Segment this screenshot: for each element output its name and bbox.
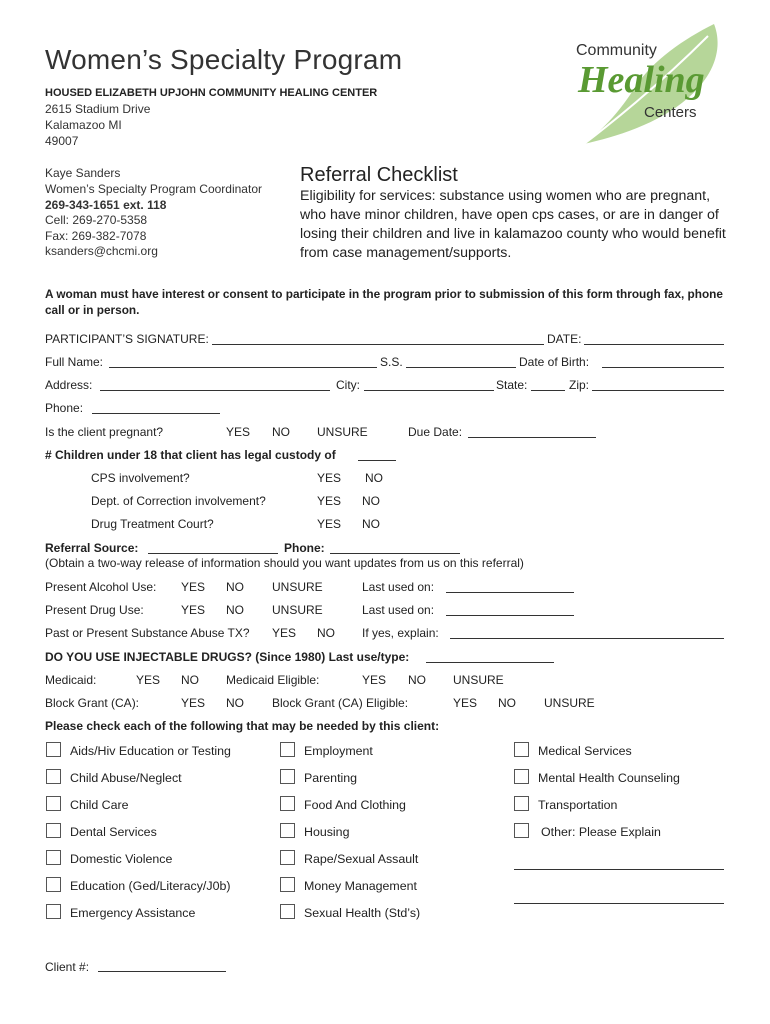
checkbox-parenting[interactable] [280, 769, 295, 784]
state-label: State: [496, 378, 528, 392]
alcohol-label: Present Alcohol Use: [45, 580, 157, 594]
pregnant-no[interactable]: NO [272, 425, 290, 439]
alcohol-last-used-label: Last used on: [362, 580, 435, 594]
checklist-title: Referral Checklist [300, 164, 458, 186]
drug-label: Present Drug Use: [45, 603, 144, 617]
consent-notice: A woman must have interest or consent to participate in the program prior to submission of this form through fax, phone call or in person. [45, 287, 723, 317]
drug-last-used-label: Last used on: [362, 603, 435, 617]
dob-label: Date of Birth: [519, 355, 590, 369]
full-name-field[interactable] [109, 367, 377, 368]
block-grant-yes[interactable]: YES [181, 696, 206, 710]
block-grant-eligible-unsure[interactable]: UNSURE [544, 696, 595, 710]
pregnant-unsure[interactable]: UNSURE [317, 425, 368, 439]
referral-phone-label: Phone: [284, 541, 325, 555]
page-title: Women’s Specialty Program [45, 44, 403, 75]
tx-explain-label: If yes, explain: [362, 626, 439, 640]
eligibility-text: Eligibility for services: substance using women who are pregnant, who have minor children, have open cps cases, or are in danger of losing their children and live in kalamazoo county who would benefit from case management/supports. [300, 188, 726, 261]
doc-no[interactable]: NO [362, 494, 380, 508]
children-field[interactable] [358, 460, 396, 461]
community-healing-centers-logo [572, 22, 732, 148]
checkbox-aids-hiv[interactable] [46, 742, 61, 757]
service-employment: Employment [304, 744, 373, 758]
checkbox-child-abuse[interactable] [46, 769, 61, 784]
checkbox-money-management[interactable] [280, 877, 295, 892]
service-money-management: Money Management [304, 879, 417, 893]
checkbox-rape-assault[interactable] [280, 850, 295, 865]
children-label: # Children under 18 that client has legal custody of [45, 448, 336, 462]
check-heading: Please check each of the following that may be needed by this client: [45, 719, 440, 733]
service-sexual-health: Sexual Health (Std’s) [304, 906, 421, 920]
logo-centers: Centers [644, 104, 697, 121]
medicaid-eligible-no[interactable]: NO [408, 673, 426, 687]
service-food-clothing: Food And Clothing [304, 798, 406, 812]
dob-field[interactable] [602, 367, 724, 368]
checkbox-sexual-health[interactable] [280, 904, 295, 919]
alcohol-yes[interactable]: YES [181, 580, 206, 594]
contact-cell: Cell: 269-270-5358 [45, 213, 148, 227]
checkbox-emergency[interactable] [46, 904, 61, 919]
release-note: (Obtain a two-way release of information should you want updates from us on this referral) [45, 556, 524, 570]
block-grant-label: Block Grant (CA): [45, 696, 140, 710]
block-grant-no[interactable]: NO [226, 696, 244, 710]
checkbox-housing[interactable] [280, 823, 295, 838]
alcohol-no[interactable]: NO [226, 580, 244, 594]
signature-label: PARTICIPANT’S SIGNATURE: [45, 332, 209, 346]
contact-fax: Fax: 269-382-7078 [45, 229, 147, 243]
service-emergency: Emergency Assistance [70, 906, 196, 920]
dtc-yes[interactable]: YES [317, 517, 342, 531]
referral-source-label: Referral Source: [45, 541, 139, 555]
block-grant-eligible-yes[interactable]: YES [453, 696, 478, 710]
medicaid-eligible-label: Medicaid Eligible: [226, 673, 320, 687]
other-explain-line-2[interactable] [514, 903, 724, 904]
checkbox-mental-health[interactable] [514, 769, 529, 784]
service-housing: Housing [304, 825, 350, 839]
referral-phone-field[interactable] [330, 553, 460, 554]
logo-healing: Healing [578, 59, 705, 101]
service-transportation: Transportation [538, 798, 618, 812]
ss-label: S.S. [380, 355, 403, 369]
client-number-label: Client #: [45, 960, 90, 974]
cps-no[interactable]: NO [365, 471, 383, 485]
phone-label: Phone: [45, 401, 84, 415]
contact-role: Women’s Specialty Program Coordinator [45, 182, 262, 196]
service-education: Education (Ged/Literacy/J0b) [70, 879, 231, 893]
service-aids-hiv: Aids/Hiv Education or Testing [70, 744, 231, 758]
doc-yes[interactable]: YES [317, 494, 342, 508]
date-label: DATE: [547, 332, 582, 346]
tx-label: Past or Present Substance Abuse TX? [45, 626, 250, 640]
dtc-no[interactable]: NO [362, 517, 380, 531]
address-label: Address: [45, 378, 93, 392]
address-line-1: 2615 Stadium Drive [45, 102, 151, 116]
ss-field[interactable] [406, 367, 516, 368]
checkbox-transportation[interactable] [514, 796, 529, 811]
date-field[interactable] [584, 344, 724, 345]
drug-no[interactable]: NO [226, 603, 244, 617]
service-child-abuse: Child Abuse/Neglect [70, 771, 182, 785]
other-explain-line-1[interactable] [514, 869, 724, 870]
referral-source-field[interactable] [148, 553, 278, 554]
checkbox-dental[interactable] [46, 823, 61, 838]
address-line-3: 49007 [45, 134, 79, 148]
address-line-2: Kalamazoo MI [45, 118, 122, 132]
service-child-care: Child Care [70, 798, 129, 812]
full-name-label: Full Name: [45, 355, 104, 369]
cps-label: CPS involvement? [91, 471, 190, 485]
medicaid-eligible-unsure[interactable]: UNSURE [453, 673, 504, 687]
drug-yes[interactable]: YES [181, 603, 206, 617]
service-mental-health: Mental Health Counseling [538, 771, 680, 785]
alcohol-last-used-field[interactable] [446, 592, 574, 593]
service-domestic-violence: Domestic Violence [70, 852, 173, 866]
dtc-label: Drug Treatment Court? [91, 517, 214, 531]
due-date-field[interactable] [468, 437, 596, 438]
tx-no[interactable]: NO [317, 626, 335, 640]
medicaid-no[interactable]: NO [181, 673, 199, 687]
medicaid-yes[interactable]: YES [136, 673, 161, 687]
drug-unsure[interactable]: UNSURE [272, 603, 323, 617]
tx-explain-field[interactable] [450, 638, 724, 639]
medicaid-label: Medicaid: [45, 673, 97, 687]
city-label: City: [336, 378, 360, 392]
checkbox-employment[interactable] [280, 742, 295, 757]
zip-label: Zip: [569, 378, 590, 392]
injectable-field[interactable] [426, 662, 554, 663]
zip-field[interactable] [592, 390, 724, 391]
service-medical: Medical Services [538, 744, 632, 758]
block-grant-eligible-no[interactable]: NO [498, 696, 516, 710]
contact-phone: 269-343-1651 ext. 118 [45, 198, 167, 212]
block-grant-eligible-label: Block Grant (CA) Eligible: [272, 696, 409, 710]
injectable-label: DO YOU USE INJECTABLE DRUGS? (Since 1980) Last use/type: [45, 650, 410, 664]
drug-last-used-field[interactable] [446, 615, 574, 616]
checkbox-medical[interactable] [514, 742, 529, 757]
service-dental: Dental Services [70, 825, 157, 839]
signature-field[interactable] [212, 344, 544, 345]
service-parenting: Parenting [304, 771, 358, 785]
checkbox-food-clothing[interactable] [280, 796, 295, 811]
city-field[interactable] [364, 390, 494, 391]
contact-name: Kaye Sanders [45, 166, 121, 180]
address-field[interactable] [100, 390, 330, 391]
cps-yes[interactable]: YES [317, 471, 342, 485]
checkbox-child-care[interactable] [46, 796, 61, 811]
pregnant-label: Is the client pregnant? [45, 425, 164, 439]
pregnant-yes[interactable]: YES [226, 425, 251, 439]
service-other: Other: Please Explain [541, 825, 661, 839]
organization-name: HOUSED ELIZABETH UPJOHN COMMUNITY HEALING CENTER [45, 87, 378, 99]
client-number-field[interactable] [98, 971, 226, 972]
checkbox-education[interactable] [46, 877, 61, 892]
checkbox-domestic-violence[interactable] [46, 850, 61, 865]
doc-label: Dept. of Correction involvement? [91, 494, 266, 508]
phone-field[interactable] [92, 413, 220, 414]
checkbox-other[interactable] [514, 823, 529, 838]
due-date-label: Due Date: [408, 425, 463, 439]
medicaid-eligible-yes[interactable]: YES [362, 673, 387, 687]
service-rape-assault: Rape/Sexual Assault [304, 852, 419, 866]
logo-community: Community [576, 42, 657, 59]
contact-email: ksanders@chcmi.org [45, 244, 158, 258]
state-field[interactable] [531, 390, 565, 391]
alcohol-unsure[interactable]: UNSURE [272, 580, 323, 594]
tx-yes[interactable]: YES [272, 626, 297, 640]
